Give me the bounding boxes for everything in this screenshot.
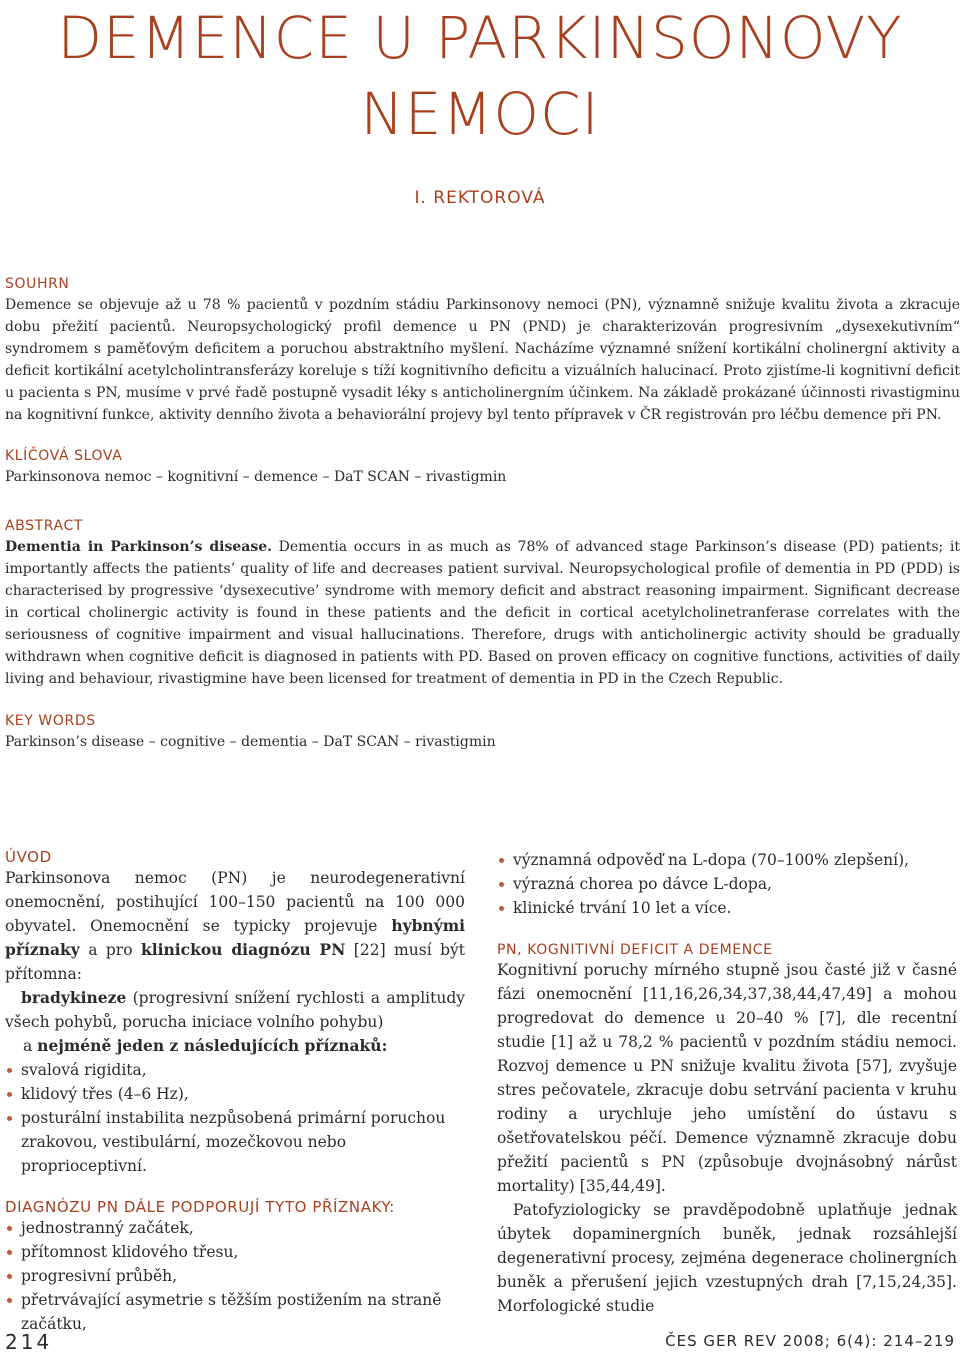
page-number: 214 bbox=[5, 1330, 53, 1354]
title-line-1: DEMENCE U PARKINSONOVY bbox=[57, 4, 903, 72]
uvod-heading: ÚVOD bbox=[5, 848, 52, 866]
diag-heading: DIAGNÓZU PN DÁLE PODPORUJÍ TYTO PŘÍZNAKY: bbox=[5, 1198, 395, 1216]
bullet-icon bbox=[7, 1092, 12, 1097]
diag-list bbox=[5, 1216, 465, 1336]
pn-paragraph-1: Kognitivní poruchy mírného stupně jsou časté již v časné fázi onemocnění [11,16,26,34,37,38,44,47,49] a mohou progredovat do demence u 20–40 % [7], dle recentní studie [1] až u 78,2 % pacientů v pozdním stádiu nemoci. Rozvoj demence u PN snižuje kvalitu života [57], zvyšuje stres pečovatele, zkracuje dobu setrvání pacienta v kruhu rodiny a urychluje jeho umístění do ústavu s ošetřovatelskou péčí. Demence významně zkracuje dobu přežití pacientů s PN (způsobuje dvojnásobný nárůst mortality) [35,44,49]. bbox=[497, 961, 957, 1195]
left-column bbox=[5, 848, 465, 1336]
abstract-title: Dementia in Parkinson’s disease. bbox=[5, 539, 272, 555]
list-item-text: významná odpověď na L-dopa (70–100% zlepšení), bbox=[513, 851, 910, 869]
article-title bbox=[0, 0, 960, 152]
list-item bbox=[5, 1216, 465, 1240]
list-item-text: progresivní průběh, bbox=[21, 1267, 178, 1285]
klicova-heading: KLÍČOVÁ SLOVA bbox=[5, 448, 123, 464]
list-item-text: svalová rigidita, bbox=[21, 1061, 147, 1079]
list-item-text: výrazná chorea po dávce L-dopa, bbox=[513, 875, 772, 893]
bullet-icon bbox=[499, 882, 504, 887]
pn-paragraph-2: Patofyziologicky se pravděpodobně uplatňuje jednak úbytek dopaminergních buněk, jednak rozsáhlejší degenerativní procesy, zejména degenerace cholinergních buněk a přerušení jejich vzestupných drah [7,15,24,35]. Morfologické studie bbox=[497, 1201, 957, 1315]
list-item-text: posturální instabilita nezpůsobená primární poruchou zrakovou, vestibulární, mozečkovou nebo proprioceptivní. bbox=[21, 1109, 446, 1175]
author: I. REKTOROVÁ bbox=[414, 188, 546, 208]
jeden-paragraph bbox=[5, 1034, 465, 1058]
list-item-text: přetrvávající asymetrie s těžším postižením na straně začátku, bbox=[21, 1291, 442, 1333]
abstract-section bbox=[5, 518, 960, 690]
bullet-icon bbox=[7, 1298, 12, 1303]
uvod-bold-1: hybnými příznaky bbox=[5, 916, 465, 959]
list-item bbox=[5, 1106, 465, 1178]
bullet-icon bbox=[7, 1116, 12, 1121]
bullet-icon bbox=[499, 906, 504, 911]
list-item bbox=[497, 896, 957, 920]
souhrn-heading: SOUHRN bbox=[5, 276, 70, 292]
souhrn-text: Demence se objevuje až u 78 % pacientů v pozdním stádiu Parkinsonovy nemoci (PN), významně snižuje kvalitu života a zkracuje dobu přežití pacientů. Neuropsychologický profil demence u PN (PND) je charakterizován progresivním „dysexekutivním“ syndromem s paměťovým deficitem a poruchou abstraktního myšlení. Nacházíme významné snížení kortikální cholinergní aktivity a deficit kortikální acetylcholintransferázy koreluje s tíží kognitivního deficitu a vizuálních halucinací. Proto zjistíme-li kognitivní deficit u pacienta s PN, musíme v prvé řadě postupně vysadit léky s anticholinergním účinkem. Na základě prokázané účinnosti rivastigminu na kognitivní funkce, aktivity denního života a behaviorální projevy byl tento přípravek v ČR registrován pro léčbu demence při PN. bbox=[5, 297, 960, 423]
bullet-icon bbox=[499, 858, 504, 863]
souhrn-section bbox=[5, 276, 960, 426]
klicova-text: Parkinsonova nemoc – kognitivní – demence – DaT SCAN – rivastigmin bbox=[5, 469, 507, 485]
bullet-icon bbox=[7, 1226, 12, 1231]
list-item bbox=[5, 1082, 465, 1106]
list-item-text: klinické trvání 10 let a více. bbox=[513, 899, 732, 917]
abstract-body: Dementia occurs in as much as 78% of advanced stage Parkinson’s disease (PD) patients; it importantly affects the patients’ quality of life and decreases patient survival. Neuropsychological profile of dementia in PD (PDD) is characterised by progressive ‘dysexecutive’ syndrome with memory deficit and abstract reasoning impairment. Significant decrease in cortical cholinergic activity is found in these patients and the deficit in cortical acetylcholinetranferase correlates with the seriousness of cognitive impairment and visual hallucinations. Therefore, drugs with anticholinergic activity should be gradually withdrawn when cognitive deficit is diagnosed in patients with PD. Based on proven efficacy on cognitive functions, activities of daily living and behaviour, rivastigmine have been licensed for treatment of dementia in PD in the Czech Republic. bbox=[5, 539, 960, 687]
klicova-section bbox=[5, 448, 960, 488]
uvod-paragraph bbox=[5, 866, 465, 986]
journal-citation: ČES GER REV 2008; 6(4): 214–219 bbox=[665, 1332, 955, 1350]
bullet-icon bbox=[7, 1250, 12, 1255]
uvod-text-1: Parkinsonova nemoc (PN) je neurodegenerativní onemocnění, postihující 100–150 pacientů na 100 000 obyvatel. Onemocnění se typicky projevuje bbox=[5, 869, 465, 935]
diag-list-continued bbox=[497, 848, 957, 920]
pn-heading: PN, KOGNITIVNÍ DEFICIT A DEMENCE bbox=[497, 942, 773, 958]
list-item bbox=[5, 1288, 465, 1336]
jeden-bold: nejméně jeden z následujících příznaků: bbox=[37, 1036, 388, 1055]
abstract-text bbox=[5, 536, 960, 690]
list-item-text: klidový třes (4–6 Hz), bbox=[21, 1085, 189, 1103]
abstract-heading: ABSTRACT bbox=[5, 518, 83, 534]
jeden-a: a bbox=[23, 1037, 38, 1055]
right-column bbox=[497, 848, 957, 1318]
bullet-icon bbox=[7, 1068, 12, 1073]
uvod-bold-2: klinickou diagnózu PN bbox=[140, 940, 346, 959]
list-item bbox=[497, 872, 957, 896]
uvod-text-2: a pro bbox=[79, 941, 141, 959]
keywords-heading: KEY WORDS bbox=[5, 713, 96, 729]
bradykineze-bold: bradykineze bbox=[21, 988, 127, 1007]
list-item-text: přítomnost klidového třesu, bbox=[21, 1243, 239, 1261]
list-item bbox=[5, 1058, 465, 1082]
list-item bbox=[497, 848, 957, 872]
list-item bbox=[5, 1240, 465, 1264]
bullet-icon bbox=[7, 1274, 12, 1279]
bradykineze-text: (progresivní snížení rychlosti a amplitudy všech pohybů, porucha iniciace volního pohybu) bbox=[5, 989, 465, 1031]
uvod-list bbox=[5, 1058, 465, 1178]
title-line-2: NEMOCI bbox=[360, 80, 600, 148]
keywords-text: Parkinson’s disease – cognitive – dementia – DaT SCAN – rivastigmin bbox=[5, 734, 496, 750]
list-item bbox=[5, 1264, 465, 1288]
keywords-section bbox=[5, 713, 960, 753]
list-item-text: jednostranný začátek, bbox=[21, 1219, 194, 1237]
uvod-text-3: [22] musí být přítomna: bbox=[5, 941, 465, 983]
bradykineze-paragraph bbox=[5, 986, 465, 1034]
